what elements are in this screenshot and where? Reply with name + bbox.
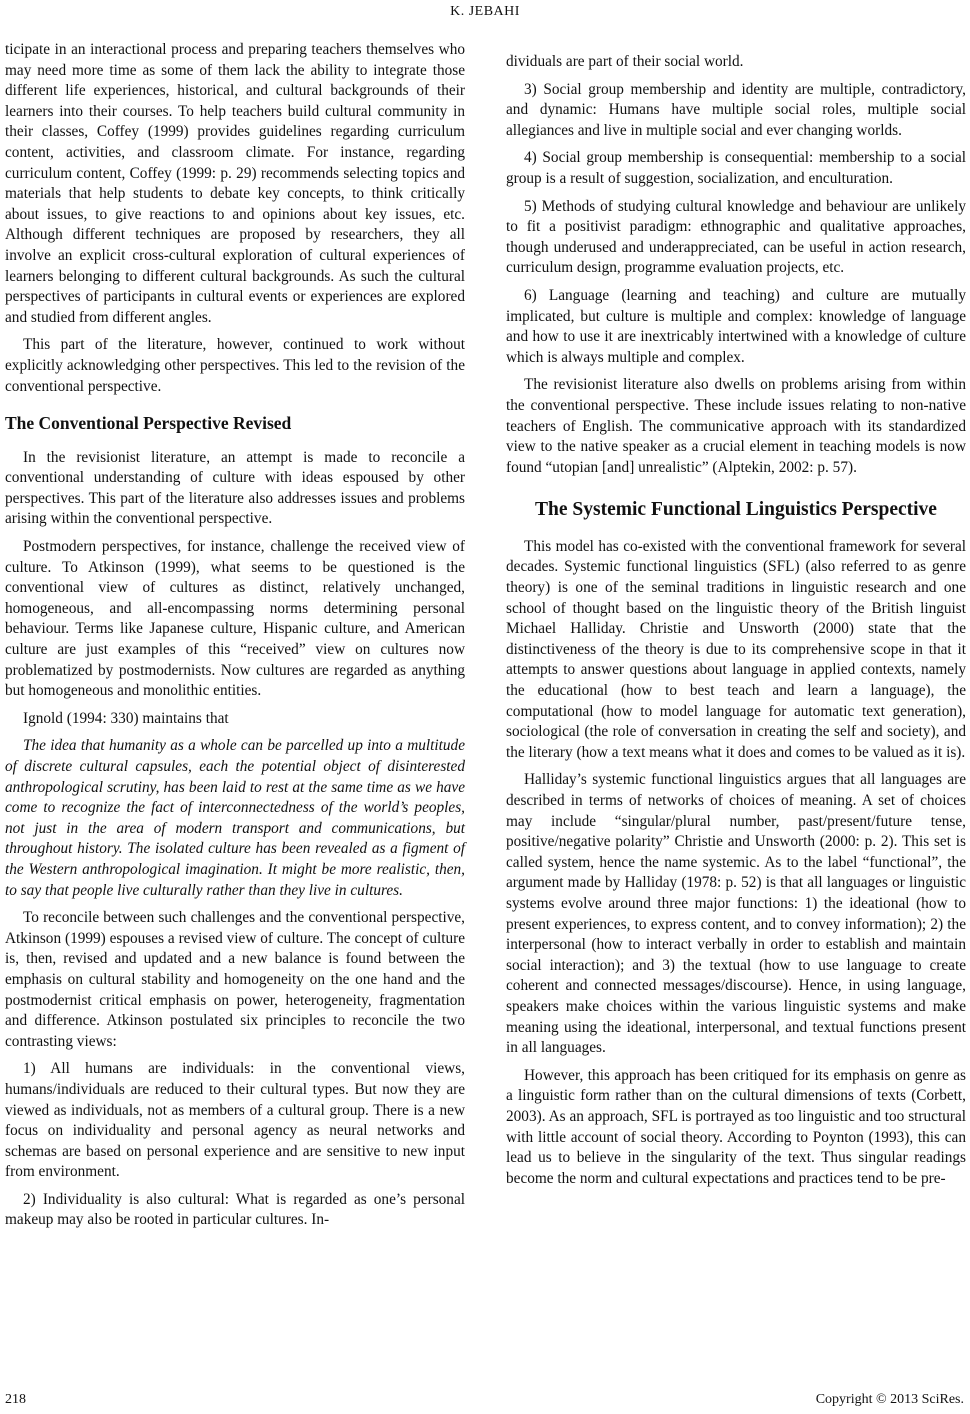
section-heading: The Systemic Functional Linguistics Perspective bbox=[535, 499, 937, 521]
paragraph: To reconcile between such challenges and the conventional perspective, Atkinson (1999) espouses a revised view of culture. The concept of culture is, then, revised and updated and a new balance is found between the emphasis on cultural stability and homogeneity on the one hand and the postmodernist critical emphasis on power, heterogeneity, fragmentation and difference. Atkinson postulated six principles to reconcile the two contrasting views: bbox=[5, 909, 465, 1050]
paragraph: Ignold (1994: 330) maintains that bbox=[23, 709, 229, 727]
paragraph: Postmodern perspectives, for instance, challenge the received view of culture. To Atkinson (1999), what seems to be questioned is the conventional view of cultures as distinct, relatively unchanged, homogeneous, and all-encompassing norms determining personal behaviour. Terms like Japanese culture, Hispanic culture, and American culture are just examples of this “received” view on cultures now problematized by postmodernists. Now cultures are regarded as anything but homogeneous and monolithic entities. bbox=[5, 538, 465, 700]
paragraph: 2) Individuality is also cultural: What is regarded as one’s personal makeup may also be rooted in particular cultures. In- bbox=[5, 1190, 465, 1229]
paragraph: This part of the literature, however, continued to work without explicitly acknowledging other perspectives. This led to the revision of the conventional perspective. bbox=[5, 336, 465, 395]
paragraph: Halliday’s systemic functional linguistics argues that all languages are described in terms of networks of choices of meaning. A set of choices may include “singular/plural number, past/present/future tense, positive/negative polarity” Christie and Unsworth (2000: p. 2). This set is called system, hence the name systemic. As to the label “functional”, the argument made by Halliday (1978: p. 52) is that all languages or linguistic systems evolve around three major functions: 1) the ideational (how to present experiences, to express content, and to convey information); 2) the interpersonal (how to interact verbally in order to establish and maintain social interaction); and 3) the textual (how to use language to create coherent and connected messages/discourse). Hence, in using language, speakers make choices within the various linguistic systems and make meaning using the ideational, interpersonal, and textual functions present in all languages. bbox=[506, 771, 966, 1057]
paragraph: 3) Social group membership and identity are multiple, contradictory, and dynamic: Humans have multiple social roles, multiple social allegiances and live in multiple social and ever changing worlds. bbox=[506, 80, 966, 139]
paragraph: 4) Social group membership is consequential: membership to a social group is a result of suggestion, socialization, and enculturation. bbox=[506, 149, 966, 187]
block-quote: The idea that humanity as a whole can be parcelled up into a multitude of discrete cultural capsules, each the potential object of disinterested anthropological scrutiny, has been laid to rest at the same time as we have come to recognize the fact of interconnectedness of the world’s peoples, not just in the area of modern transport and communications, but throughout history. The isolated culture has been revealed as a figment of the Western anthropological imagination. It might be more realistic, then, to say that people live culturally rather than they live in cultures. bbox=[5, 737, 465, 899]
running-head: K. JEBAHI bbox=[450, 4, 520, 19]
paragraph: In the revisionist literature, an attempt is made to reconcile a conventional understanding of culture with ideas espoused by other perspectives. This part of the literature also addresses issues and problems arising within the conventional perspective. bbox=[5, 448, 465, 528]
paragraph: The revisionist literature also dwells on problems arising from within the conventional perspective. These include issues relating to non-native teachers of English. The communicative approach with its standardized view to the native speaker as a crucial element in teaching models is now found “utopian [and] unrealistic” (Alptekin, 2002: p. 57). bbox=[506, 376, 966, 476]
paragraph: This model has co-existed with the conventional framework for several decades. Systemic functional linguistics (SFL) (also referred to as genre theory) is one of the seminal traditions in linguistic research and one school of thought based on the linguistic theory of the British linguist Michael Halliday. Christie and Unsworth (2000) state that the distinctiveness of the theory is due to its comprehensive scope in that it attempts to answer questions about language in applied contexts, namely the educational (how to best teach and learn a language), the computational (how to model language for automatic text generation), sociological (the role of conversation in creating the self and society), and the literary (how a text means what it does and comes to be valued as it is). bbox=[506, 537, 966, 761]
section-heading: The Conventional Perspective Revised bbox=[5, 413, 292, 434]
left-column bbox=[5, 40, 465, 1238]
right-column bbox=[506, 52, 966, 1196]
page-number: 218 bbox=[5, 1392, 26, 1407]
paragraph: However, this approach has been critiqued for its emphasis on genre as a linguistic form rather than on the cultural dimensions of texts (Corbett, 2003). As an approach, SFL is portrayed as too linguistic and too structural with little account of social theory. According to Poynton (1993), this can lead us to believe in the singularity of the text. Thus singular readings become the norm and cultural expectations and practices tend to be pre- bbox=[506, 1066, 966, 1187]
paragraph: 6) Language (learning and teaching) and culture are mutually implicated, but culture is multiple and complex: knowledge of language and how to use it are inextricably intertwined with a knowledge of culture which is always multiple and complex. bbox=[506, 286, 966, 366]
paragraph: ticipate in an interactional process and preparing teachers themselves who may need more time as some of them lack the ability to integrate those different life experiences, historical, and cultural backgrounds of their learners into their courses. To help teachers build cultural community in their classes, Coffey (1999) provides guidelines regarding curriculum content, activities, and classroom climate. For instance, regarding curriculum content, Coffey (1999: p. 29) recommends selecting topics and materials that help students to debate key concepts, to think critically about issues, to give reactions to and opinions about key issues, etc. Although different techniques are proposed by researchers, they all involve an explicit cross-cultural exploration of cultural experiences of learners belonging to different cultural backgrounds. As such the cultural perspectives of participants in cultural events or experiences are explored and studied from different angles. bbox=[5, 41, 465, 326]
copyright-notice: Copyright © 2013 SciRes. bbox=[815, 1392, 964, 1407]
paragraph: dividuals are part of their social world. bbox=[506, 53, 744, 70]
paragraph: 5) Methods of studying cultural knowledge and behaviour are unlikely to fit a positivist paradigm: ethnographic and qualitative approaches, though underused and underappreciated, can be useful in action research, curriculum design, programme evaluation projects, etc. bbox=[506, 197, 966, 277]
paragraph: 1) All humans are individuals: in the conventional views, humans/individuals are reduced to their cultural types. But now they are viewed as individuals, not as members of a cultural group. There is a new focus on individuality and personal agency as neural networks and schemas are based on personal experience and are sensitive to new input from environment. bbox=[5, 1060, 465, 1181]
